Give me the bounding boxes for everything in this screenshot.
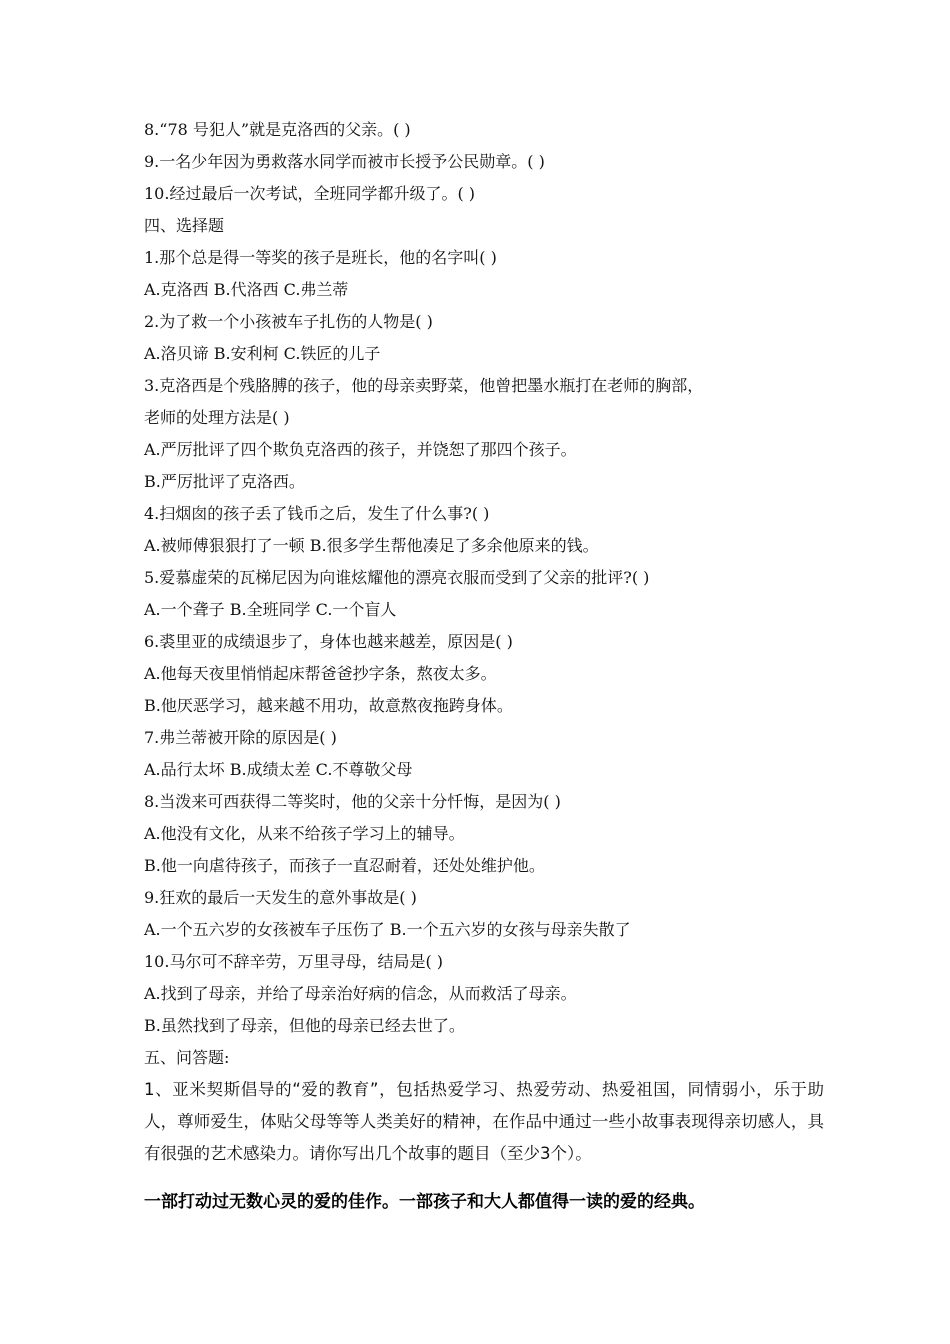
choice-question-7: 7.弗兰蒂被开除的原因是( ) — [144, 728, 337, 747]
qa-section — [144, 1042, 824, 1170]
choice-option-6b: B.他厌恶学习，越来越不用功，故意熬夜拖跨身体。 — [144, 696, 513, 715]
choice-question-5: 5.爱慕虚荣的瓦梯尼因为向谁炫耀他的漂亮衣服而受到了父亲的批评?( ) — [144, 568, 650, 587]
tf-question-8: 8.“78 号犯人”就是克洛西的父亲。( ) — [144, 120, 411, 139]
choice-question-3-cont: 老师的处理方法是( ) — [144, 408, 290, 427]
choice-option-3b: B.严厉批评了克洛西。 — [144, 472, 305, 491]
section-heading-qa: 五、问答题: — [144, 1048, 230, 1067]
choice-options-9: A.一个五六岁的女孩被车子压伤了 B.一个五六岁的女孩与母亲失散了 — [144, 920, 631, 939]
choice-question-10: 10.马尔可不辞辛劳，万里寻母，结局是( ) — [144, 952, 444, 971]
choice-options-5: A.一个聋子 B.全班同学 C.一个盲人 — [144, 600, 397, 619]
choice-section — [144, 210, 824, 1042]
tf-question-10: 10.经过最后一次考试，全班同学都升级了。( ) — [144, 184, 476, 203]
choice-question-6: 6.裘里亚的成绩退步了，身体也越来越差，原因是( ) — [144, 632, 513, 651]
true-false-section — [144, 114, 824, 210]
choice-question-1: 1.那个总是得一等奖的孩子是班长，他的名字叫( ) — [144, 248, 497, 267]
choice-options-1: A.克洛西 B.代洛西 C.弗兰蒂 — [144, 280, 349, 299]
choice-options-2: A.洛贝谛 B.安利柯 C.铁匠的儿子 — [144, 344, 381, 363]
choice-option-3a: A.严厉批评了四个欺负克洛西的孩子，并饶恕了那四个孩子。 — [144, 440, 577, 459]
choice-question-3: 3.克洛西是个残胳膊的孩子，他的母亲卖野菜，他曾把墨水瓶打在老师的胸部， — [144, 376, 704, 395]
choice-option-10a: A.找到了母亲，并给了母亲治好病的信念，从而救活了母亲。 — [144, 984, 577, 1003]
choice-question-9: 9.狂欢的最后一天发生的意外事故是( ) — [144, 888, 417, 907]
choice-options-4: A.被师傅狠狠打了一顿 B.很多学生帮他凑足了多余他原来的钱。 — [144, 536, 599, 555]
choice-option-8a: A.他没有文化，从来不给孩子学习上的辅导。 — [144, 824, 465, 843]
document-content — [144, 114, 824, 1220]
choice-option-10b: B.虽然找到了母亲，但他的母亲已经去世了。 — [144, 1016, 465, 1035]
section-heading-choice: 四、选择题 — [144, 216, 225, 235]
closing-tagline: 一部打动过无数心灵的爱的佳作。一部孩子和大人都值得一读的爱的经典。 — [144, 1192, 705, 1212]
choice-question-8: 8.当泼来可西获得二等奖时，他的父亲十分忏悔，是因为( ) — [144, 792, 561, 811]
choice-option-6a: A.他每天夜里悄悄起床帮爸爸抄字条，熬夜太多。 — [144, 664, 497, 683]
choice-options-7: A.品行太坏 B.成绩太差 C.不尊敬父母 — [144, 760, 413, 779]
choice-question-2: 2.为了救一个小孩被车子扎伤的人物是( ) — [144, 312, 433, 331]
tf-question-9: 9.一名少年因为勇救落水同学而被市长授予公民勋章。( ) — [144, 152, 545, 171]
choice-question-4: 4.扫烟囱的孩子丢了钱币之后，发生了什么事?( ) — [144, 504, 490, 523]
qa-question-1: 1、亚米契斯倡导的“爱的教育”，包括热爱学习、热爱劳动、热爱祖国，同情弱小，乐于助人，尊师爱生，体贴父母等等人类美好的精神，在作品中通过一些小故事表现得亲切感人，具有很强的艺术感染力。请你写出几个故事的题目（至少3个）。 — [144, 1080, 824, 1163]
choice-option-8b: B.他一向虐待孩子，而孩子一直忍耐着，还处处维护他。 — [144, 856, 545, 875]
